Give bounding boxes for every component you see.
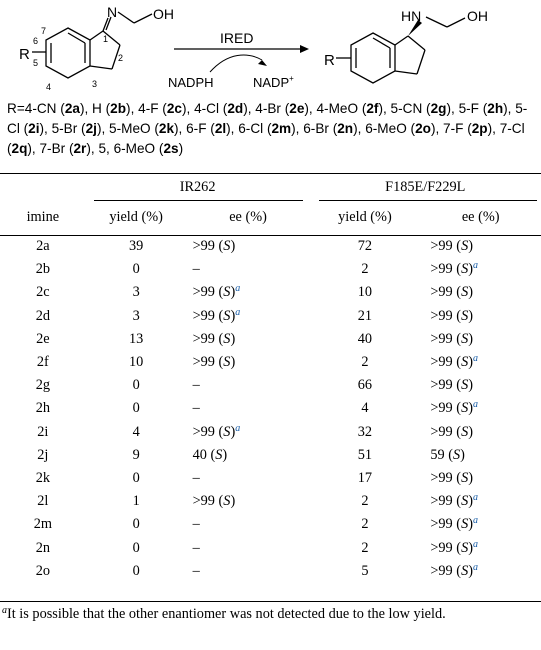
yield-ir262: 9 — [132, 446, 140, 463]
configuration: S — [461, 539, 469, 556]
yield-ir262: 3 — [132, 284, 140, 301]
table-body — [0, 235, 541, 583]
yield-mutant: 2 — [361, 261, 369, 278]
ee-ir262: >99 (S)$^a$ — [192, 422, 241, 440]
yield-ir262: 4 — [132, 423, 140, 440]
substituent-text: 5-Br — [51, 121, 78, 136]
footnote-ref: a — [472, 353, 478, 365]
ee-value: – — [192, 377, 200, 394]
yield-ir262: 1 — [132, 493, 140, 510]
imine-id: 2j — [37, 446, 49, 463]
ring-number-6: 6 — [33, 36, 39, 46]
ee-value: >99 — [192, 238, 215, 255]
column-header-row — [0, 200, 541, 235]
yield-mutant: 32 — [357, 423, 373, 440]
yield-mutant: 2 — [361, 493, 369, 510]
table-row — [0, 258, 541, 281]
compound-id: 2j — [85, 121, 97, 136]
compound-id: 2c — [166, 101, 182, 116]
ee-value: >99 — [430, 284, 453, 301]
yield-ir262: 0 — [132, 562, 140, 579]
table-row — [0, 374, 541, 397]
substituent-text: 4-CN — [24, 101, 57, 116]
footnote-ref: a — [235, 422, 241, 434]
substituent-item: 6-Br (2n), — [303, 121, 366, 136]
ee-mutant: >99 (S) — [430, 377, 473, 394]
product-structure — [336, 17, 465, 83]
yield-mutant: 2 — [361, 539, 369, 556]
ee-value: – — [192, 539, 200, 556]
ee-ir262: 40 (S) — [192, 446, 228, 463]
ring-number-4: 4 — [46, 82, 52, 92]
ee-value: >99 — [192, 423, 215, 440]
substituent-item: 4-F (2c), — [138, 101, 195, 116]
substituent-text: 4-F — [138, 101, 159, 116]
footnote-mark: a — [2, 605, 7, 616]
configuration: S — [461, 307, 469, 324]
substituent-item: 5-F (2h), — [458, 101, 516, 116]
configuration: S — [461, 238, 469, 255]
table-row — [0, 351, 541, 374]
substituent-text: 7-F — [443, 121, 464, 136]
compound-id: 2l — [214, 121, 227, 136]
yield-mutant: 2 — [361, 516, 369, 533]
compound-id: 2p — [471, 121, 488, 136]
yield-mutant: 21 — [357, 307, 373, 324]
imine-id: 2f — [36, 354, 49, 371]
substituent-text: 5-F — [458, 101, 479, 116]
group-header-ir262: IR262 — [179, 178, 216, 195]
table-row — [0, 536, 541, 559]
ee-value: >99 — [430, 516, 453, 533]
footnote — [2, 604, 539, 625]
ee-value: – — [192, 516, 200, 533]
imine-id: 2h — [35, 400, 50, 417]
ee-value: >99 — [192, 493, 215, 510]
compound-id: 2q — [11, 141, 28, 156]
substituent-text: 5, 6-MeO — [98, 141, 156, 156]
substituent-text: 7-Cl — [499, 121, 525, 136]
substituent-item: 7-F (2p), — [443, 121, 500, 136]
imine-id: 2o — [35, 562, 50, 579]
ring-number-7: 7 — [41, 26, 47, 36]
ee-value: >99 — [430, 261, 453, 278]
yield-ir262: 3 — [132, 307, 140, 324]
table-row — [0, 235, 541, 258]
table-row — [0, 513, 541, 536]
ee-mutant: >99 (S) — [430, 238, 473, 255]
ee-value: >99 — [430, 330, 453, 347]
substituent-item: 7-Cl (2q), — [7, 121, 525, 156]
ee-value: 40 — [192, 446, 207, 463]
product-hn-label: HN — [401, 8, 422, 24]
ee-value: >99 — [192, 284, 215, 301]
configuration: S — [223, 493, 231, 510]
ee-value: – — [192, 562, 200, 579]
compound-id: 2i — [28, 121, 40, 136]
yield-ir262: 13 — [128, 330, 144, 347]
ee-mutant: >99 (S) — [430, 469, 473, 486]
col-header-yield-1: yield (%) — [109, 209, 163, 225]
yield-ir262: 0 — [132, 261, 140, 278]
imine-id: 2a — [36, 238, 50, 255]
ee-value: >99 — [430, 377, 453, 394]
compound-id: 2r — [73, 141, 87, 156]
ee-mutant: >99 (S) — [430, 307, 473, 324]
configuration: S — [461, 354, 469, 371]
footnote-ref: a — [235, 306, 241, 318]
compound-id: 2f — [366, 101, 379, 116]
ee-ir262 — [187, 560, 310, 583]
substituent-text: 4-Cl — [194, 101, 219, 116]
substituent-text: H — [92, 101, 102, 116]
substituent-text: 6-MeO — [365, 121, 407, 136]
table-row — [0, 444, 541, 467]
yield-mutant: 72 — [357, 238, 373, 255]
reactant-n-label: N — [107, 4, 118, 20]
configuration: S — [223, 330, 231, 347]
imine-id: 2l — [37, 493, 49, 510]
enzyme-label: IRED — [220, 30, 254, 46]
ee-value: >99 — [430, 469, 453, 486]
table-row — [0, 305, 541, 328]
configuration: S — [461, 400, 469, 417]
footnote-ref: a — [472, 538, 478, 550]
ee-mutant: >99 (S)$^a$ — [430, 561, 478, 579]
ee-ir262 — [187, 374, 310, 397]
ee-ir262 — [187, 513, 310, 536]
product-oh-label: OH — [467, 8, 488, 24]
footnote-text: It is possible that the other enantiomer was not detected due to the low yield. — [7, 606, 446, 622]
reactant-structure — [32, 12, 152, 78]
yield-mutant: 10 — [357, 284, 373, 301]
imine-id: 2n — [35, 539, 50, 556]
ee-mutant: >99 (S)$^a$ — [430, 538, 478, 556]
compound-id: 2k — [158, 121, 175, 136]
compound-id: 2a — [64, 101, 80, 116]
substituent-prefix: R= — [7, 101, 25, 116]
yield-mutant: 66 — [357, 377, 373, 394]
table-row — [0, 560, 541, 583]
product-r-label: R — [324, 52, 335, 69]
reactant-r-label: R — [19, 46, 30, 63]
configuration: S — [223, 423, 231, 440]
configuration: S — [461, 493, 469, 510]
compound-id: 2o — [415, 121, 431, 136]
substituent-text: 6-F — [186, 121, 207, 136]
ring-number-2: 2 — [118, 53, 124, 63]
yield-mutant: 51 — [357, 446, 373, 463]
yield-ir262: 39 — [128, 238, 144, 255]
substituent-text: 4-MeO — [316, 101, 359, 116]
ee-ir262: >99 (S) — [192, 330, 236, 347]
footnote-ref: a — [472, 561, 478, 573]
ee-value: >99 — [430, 354, 453, 371]
configuration: S — [461, 469, 469, 486]
ee-mutant: >99 (S) — [430, 330, 473, 347]
col-header-ee-2: ee (%) — [461, 209, 500, 225]
ring-number-3: 3 — [92, 79, 98, 89]
yield-mutant: 2 — [361, 354, 369, 371]
imine-id: 2d — [35, 307, 50, 324]
substituent-item: 6-MeO (2o), — [365, 121, 444, 136]
table-row — [0, 397, 541, 420]
ring-number-1: 1 — [103, 34, 109, 44]
configuration: S — [461, 377, 469, 394]
configuration: S — [461, 261, 469, 278]
configuration: S — [223, 284, 231, 301]
imine-id: 2b — [35, 261, 50, 278]
substituent-text: 6-Cl — [238, 121, 264, 136]
ee-value: >99 — [430, 493, 453, 510]
yield-ir262: 0 — [132, 377, 140, 394]
ee-value: 59 — [430, 446, 445, 463]
imine-id: 2c — [36, 284, 50, 301]
ee-value: >99 — [192, 330, 215, 347]
ee-value: >99 — [192, 307, 215, 324]
ee-value: >99 — [192, 354, 215, 371]
table-row — [0, 421, 541, 444]
compound-id: 2b — [110, 101, 127, 116]
yield-ir262: 0 — [132, 539, 140, 556]
ee-ir262 — [187, 467, 310, 490]
configuration: S — [461, 562, 469, 579]
cofactor-curve — [210, 55, 262, 72]
yield-mutant: 4 — [361, 400, 369, 417]
imine-id: 2m — [33, 516, 52, 533]
ee-ir262: >99 (S)$^a$ — [192, 283, 241, 301]
footnote-ref: a — [235, 283, 241, 295]
ee-value: >99 — [430, 238, 453, 255]
substituent-item: 5-Br (2j), — [51, 121, 110, 136]
col-header-imine: imine — [26, 209, 60, 225]
ee-value: >99 — [430, 423, 453, 440]
ee-ir262: >99 (S)$^a$ — [192, 306, 241, 324]
substituent-item: 4-MeO (2f), — [316, 101, 391, 116]
compound-id: 2n — [337, 121, 354, 136]
substituent-item: H (2b), — [92, 101, 139, 116]
imine-id: 2e — [36, 330, 50, 347]
substituent-item: 5, 6-MeO (2s) — [98, 141, 184, 156]
ee-mutant: >99 (S)$^a$ — [430, 492, 478, 510]
configuration: S — [461, 423, 469, 440]
table-row — [0, 467, 541, 490]
ee-value: – — [192, 261, 200, 278]
cofactor-out: NADP+ — [253, 74, 294, 90]
yield-mutant: 17 — [357, 469, 373, 486]
compound-id: 2m — [271, 121, 292, 136]
ee-value: >99 — [430, 400, 453, 417]
configuration: S — [461, 284, 469, 301]
configuration: S — [223, 307, 231, 324]
yield-ir262: 0 — [132, 400, 140, 417]
substituent-item: 5-CN (2g), — [390, 101, 459, 116]
footnote-ref: a — [472, 260, 478, 272]
table-row — [0, 281, 541, 304]
substituent-list — [7, 99, 539, 159]
compound-id: 2g — [430, 101, 447, 116]
substituent-item: 4-Br (2e), — [255, 101, 317, 116]
ee-mutant: 59 (S) — [430, 446, 465, 463]
ee-mutant: >99 (S)$^a$ — [430, 260, 478, 278]
ring-number-5: 5 — [33, 58, 39, 68]
footnote-ref: a — [472, 515, 478, 527]
substituent-text: 5-Cl — [7, 101, 528, 136]
ee-value: >99 — [430, 562, 453, 579]
configuration: S — [461, 516, 469, 533]
table-row — [0, 328, 541, 351]
configuration: S — [452, 446, 461, 463]
substituent-item: 6-F (2l), — [186, 121, 239, 136]
substituent-text: 6-Br — [303, 121, 329, 136]
configuration: S — [215, 446, 223, 463]
cofactor-in: NADPH — [168, 75, 214, 90]
configuration: S — [223, 238, 231, 255]
configuration: S — [223, 354, 231, 371]
configuration: S — [461, 330, 469, 347]
ee-mutant: >99 (S)$^a$ — [430, 515, 478, 533]
ee-mutant: >99 (S)$^a$ — [430, 399, 478, 417]
ee-ir262: >99 (S) — [192, 493, 236, 510]
imine-id: 2g — [35, 377, 50, 394]
compound-id: 2e — [289, 101, 305, 116]
substituent-text: 4-Br — [255, 101, 281, 116]
imine-id: 2k — [35, 469, 50, 486]
table-bottom-rule — [0, 601, 541, 602]
ee-ir262 — [187, 258, 310, 281]
reactant-oh-label: OH — [153, 6, 174, 22]
group-header-row — [0, 174, 541, 200]
yield-mutant: 40 — [357, 330, 373, 347]
substituent-item: 4-CN (2a), — [24, 101, 93, 116]
substituent-text: 5-CN — [390, 101, 423, 116]
substituent-text: 7-Br — [39, 141, 66, 156]
ee-ir262 — [187, 536, 310, 559]
substituent-item: 5-Cl (2i), — [7, 101, 528, 136]
footnote-ref: a — [472, 492, 478, 504]
reaction-scheme — [0, 0, 541, 96]
group-header-mutant: F185E/F229L — [385, 178, 466, 195]
compound-id: 2d — [227, 101, 244, 116]
substituent-item: 5-MeO (2k), — [109, 121, 187, 136]
ee-mutant: >99 (S) — [430, 423, 473, 440]
yield-ir262: 0 — [132, 469, 140, 486]
table-row — [0, 490, 541, 513]
substituent-text: 5-MeO — [109, 121, 151, 136]
footnote-ref: a — [472, 399, 478, 411]
ee-ir262: >99 (S) — [192, 354, 236, 371]
ee-mutant: >99 (S)$^a$ — [430, 353, 478, 371]
ee-value: >99 — [430, 539, 453, 556]
ee-mutant: >99 (S) — [430, 284, 473, 301]
results-table — [0, 174, 541, 583]
yield-mutant: 5 — [361, 562, 369, 579]
substituent-item: 6-Cl (2m), — [238, 121, 304, 136]
col-header-ee-1: ee (%) — [229, 209, 267, 225]
yield-ir262: 0 — [132, 516, 140, 533]
ee-ir262 — [187, 397, 310, 420]
compound-id: 2h — [487, 101, 504, 116]
col-header-yield-2: yield (%) — [338, 209, 392, 225]
ee-value: – — [192, 469, 200, 486]
substituent-item: 7-Br (2r), — [39, 141, 99, 156]
substituent-item: 4-Cl (2d), — [194, 101, 256, 116]
yield-ir262: 10 — [128, 354, 144, 371]
substituent-items — [7, 101, 527, 156]
ee-value: >99 — [430, 307, 453, 324]
ee-value: – — [192, 400, 200, 417]
imine-id: 2i — [37, 423, 49, 440]
compound-id: 2s — [163, 141, 179, 156]
ee-ir262: >99 (S) — [192, 238, 236, 255]
